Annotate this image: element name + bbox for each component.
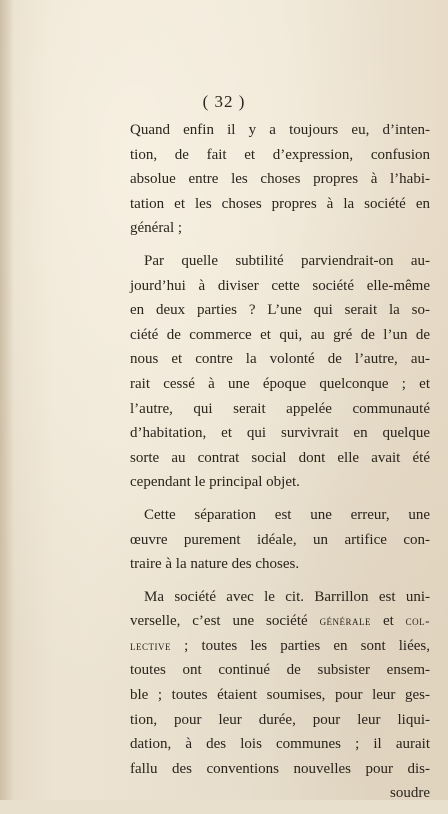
small-caps-term: lective: [130, 637, 171, 653]
text-line: dation, à des lois communes ; il aurait: [130, 736, 430, 753]
text-line: cependant le principal objet.: [130, 474, 300, 491]
text-line: absolue entre les choses propres à l’habi-: [130, 171, 430, 188]
body-text: [130, 118, 430, 814]
text-run: verselle, c’est une société: [130, 613, 320, 630]
text-line: rait cessé à une époque quelconque ; et: [130, 375, 430, 392]
small-caps-term: générale: [319, 613, 372, 629]
text-line: ble ; toutes étaient soumises, pour leur ges-: [130, 687, 430, 704]
text-run: et: [371, 613, 406, 630]
text-line: œuvre purement idéale, un artifice con-: [130, 531, 430, 548]
paragraph-4: [130, 585, 430, 806]
text-line: général ;: [130, 220, 183, 237]
text-line: tion, pour leur durée, pour leur liqui-: [130, 711, 430, 728]
text-line: tion, de fait et d’expression, confusion: [130, 146, 430, 163]
text-line: fallu des conventions nouvelles pour dis-: [130, 760, 430, 777]
page-gutter-shadow: [0, 0, 14, 800]
text-line: Par quelle subtilité parviendrait-on au-: [144, 252, 430, 269]
small-caps-term: col-: [405, 613, 431, 629]
text-line: traire à la nature des choses.: [130, 556, 300, 573]
text-line: sorte au contrat social dont elle avait été: [130, 449, 430, 466]
paragraph-1: [130, 118, 430, 241]
text-line: Ma société avec le cit. Barrillon est uni-: [144, 588, 430, 605]
text-line: d’habitation, et qui survivrait en quelque: [130, 425, 430, 442]
text-line: [130, 634, 430, 659]
text-line: soudre: [390, 785, 430, 802]
text-line: l’autre, qui serait appelée communauté: [130, 400, 430, 417]
text-run: ; toutes les parties en sont liées,: [171, 637, 430, 654]
text-line: tation et les choses propres à la société en: [130, 195, 430, 212]
text-line: nous et contre la volonté de l’autre, au-: [130, 351, 430, 368]
text-line: en deux parties ? L’une qui serait la so-: [130, 302, 430, 319]
text-line: Cette séparation est une erreur, une: [144, 506, 430, 523]
paragraph-2: [130, 249, 430, 495]
page-number: ( 32 ): [202, 92, 246, 111]
paragraph-3: [130, 503, 430, 577]
text-line: ciété de commerce et qui, au gré de l’un de: [130, 326, 430, 343]
text-line: jourd’hui à diviser cette société elle-même: [130, 277, 430, 294]
text-line: [130, 609, 430, 634]
text-line: toutes ont continué de subsister ensem-: [130, 662, 430, 679]
text-line: Quand enfin il y a toujours eu, d’inten-: [130, 122, 430, 138]
